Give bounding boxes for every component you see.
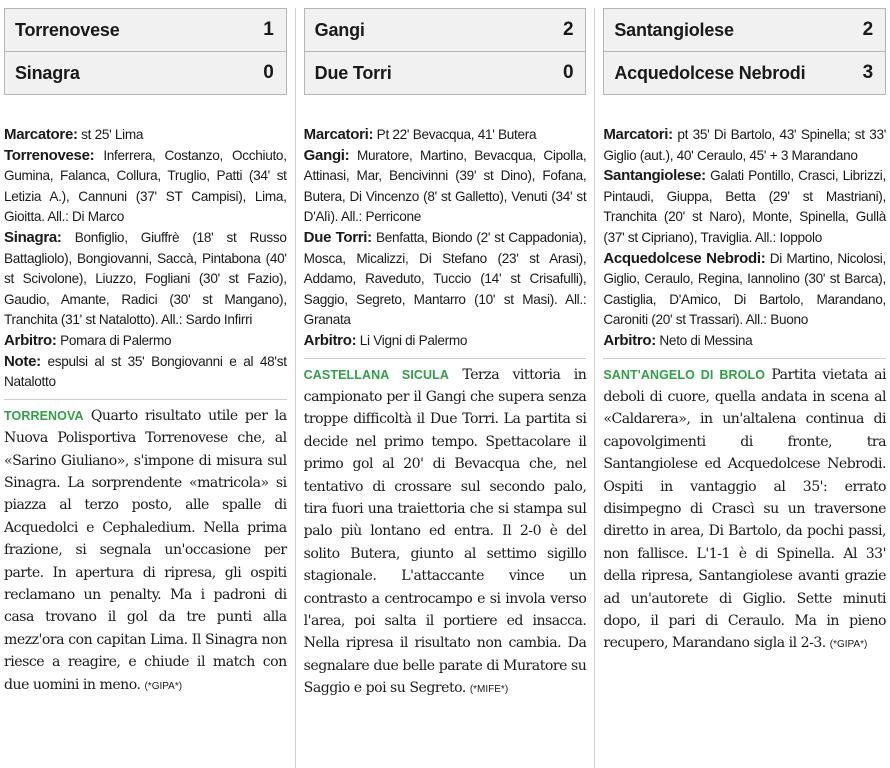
entry-label: Note:	[4, 352, 41, 370]
entry-text: Li Vigni di Palermo	[356, 332, 468, 348]
away-lineup-entry	[4, 228, 287, 331]
entry-text: st 25' Lima	[77, 127, 144, 142]
match-report-card	[304, 125, 587, 352]
away-lineup-entry	[304, 228, 587, 331]
entry-text: Galati Pontillo, Crasci, Librizzi, Pintaudi, Giuppa, Betta (29' st Mastriani), Tranchita (20' st Naro), Monte, Spinella, Gullà (37' st Cipriano), Traviglia. All.: Ioppolo	[603, 168, 887, 245]
home-team-goals: 1	[263, 19, 274, 40]
match-story	[4, 405, 287, 698]
dateline: SANT'ANGELO DI BROLO	[603, 367, 766, 382]
home-team-name: Torrenovese	[15, 19, 120, 40]
referee-entry	[603, 331, 886, 352]
scorers-entry	[304, 125, 587, 146]
dateline: CASTELLANA SICULA	[303, 367, 450, 382]
scorers-entry	[4, 125, 287, 146]
home-team-row	[604, 9, 885, 51]
author-signature: (*MIFE*)	[469, 684, 509, 696]
entry-label: Arbitro:	[303, 331, 357, 349]
entry-text: Bonfiglio, Giuffrè (18' st Russo Battagliolo), Bongiovanni, Saccà, Pintabona (40' st Scivolone), Liuzzo, Fogliani (30' st Fazio), Gaudio, Amante, Radici (30' st Mangano), Tranchita (31' st Natalotto). All.: Sardo Infirri	[4, 229, 287, 328]
away-team-name: Due Torri	[314, 62, 392, 83]
away-team-row	[5, 51, 286, 94]
match-report-card	[4, 125, 287, 393]
story-text: Terza vittoria in campionato per il Gangi che supera senza troppe difficoltà il Due Torri. La partita si decide nel primo tempo. Spettacolare il primo gol al 20' di Bevacqua che, nel tentativo di crossare sul secondo palo, tira fuori una traiettoria che si stampa sul palo più lontano ed entra. Il 2-0 è del solito Butera, giunto al settimo sigillo stagionale. L'attaccante vince un contrasto a centrocampo e si invola verso l'area, poi salta il portiere ed insacca. Nella ripresa il risultato non cambia. Da segnalare due belle parate di Muratore su Saggio e poi su Segreto.	[303, 366, 587, 697]
away-lineup-entry	[603, 249, 886, 331]
home-lineup-entry	[4, 146, 287, 228]
home-team-row	[5, 9, 286, 51]
entry-text: pt 35' Di Bartolo, 43' Spinella; st 33' Giglio (aut.), 40' Ceraulo, 45' + 3 Marandano	[603, 127, 887, 163]
entry-label: Acquedolcese Nebrodi:	[603, 249, 766, 267]
scoreboard	[4, 8, 287, 95]
entry-label: Marcatori:	[303, 126, 374, 143]
entry-label: Marcatori:	[603, 126, 673, 143]
entry-text: Benfatta, Biondo (2' st Cappadonia), Mosca, Micalizzi, Di Stefano (23' st Arasi), Addamo, Raveduto, Tuccio (14' st Crisafulli), Saggio, Segreto, Mantarro (10' st Masi). All.: Granata	[303, 229, 587, 328]
referee-entry	[304, 331, 587, 352]
author-signature: (*GIPA*)	[144, 680, 183, 692]
match-story	[603, 364, 886, 657]
entry-text: Inferrera, Costanzo, Occhiuto, Gumina, Falanca, Collura, Truglio, Patti (34' st Letizia A.), Cannuni (37' ST Campisi), Lima, Gioitta. All.: Di Marco	[4, 147, 287, 225]
entry-label: Due Torri:	[303, 228, 372, 246]
entry-label: Gangi:	[303, 146, 350, 164]
section-divider	[603, 358, 886, 359]
home-lineup-entry	[304, 146, 587, 228]
entry-label: Sinagra:	[4, 228, 62, 246]
away-team-goals: 0	[562, 62, 574, 83]
entry-text: Di Martino, Nicolosi, Giglio, Ceraulo, Regina, Iannolino (30' st Barca), Castiglia, D'Amico, Di Bartolo, Marandano, Caroniti (20' st Trassari). All.: Buono	[603, 250, 887, 328]
home-team-name: Santangiolese	[614, 19, 734, 40]
match-column	[594, 8, 886, 768]
scorers-entry	[603, 125, 886, 166]
home-team-goals: 2	[562, 19, 574, 40]
home-team-name: Gangi	[314, 19, 365, 40]
away-team-row	[305, 51, 586, 94]
author-signature: (*GIPA*)	[829, 639, 868, 651]
entry-label: Santangiolese:	[603, 167, 706, 185]
away-team-name: Acquedolcese Nebrodi	[614, 62, 806, 83]
match-column	[4, 8, 287, 768]
away-team-goals: 3	[862, 62, 874, 83]
scoreboard	[304, 8, 587, 95]
away-team-name: Sinagra	[15, 62, 80, 83]
home-team-row	[305, 9, 586, 51]
entry-text: espulsi al st 35' Bongiovanni e al 48'st Natalotto	[4, 353, 287, 390]
entry-label: Arbitro:	[4, 331, 57, 349]
entry-label: Marcatore:	[4, 126, 78, 143]
away-team-row	[604, 51, 885, 94]
story-text: Partita vietata ai deboli di cuore, quella andata in scena al «Caldarera», in un'altalena continua di capovolgimenti di fronte, tra Santangiolese ed Acquedolcese Nebrodi. Ospiti in vantaggio al 35': errato disimpegno di Crascì su un traversone diretto in area, Di Bartolo, da pochi passi, non fallisce. L'1-1 è di Spinella. Al 33' della ripresa, Santangiolese avanti grazie ad un'autorete di Giglio. Sette minuti dopo, il pari di Ceraulo. Ma in pieno recupero, Marandano sigla il 2-3.	[603, 366, 887, 652]
referee-entry	[4, 331, 287, 352]
home-lineup-entry	[603, 166, 886, 248]
section-divider	[304, 358, 587, 359]
home-team-goals: 2	[862, 19, 874, 40]
section-divider	[4, 399, 287, 400]
match-story	[304, 364, 587, 702]
entry-text: Neto di Messina	[655, 332, 753, 348]
notes-entry	[4, 352, 287, 393]
match-report-card	[603, 125, 886, 352]
dateline: TORRENOVA	[4, 408, 84, 423]
entry-label: Torrenovese:	[4, 146, 95, 164]
entry-text: Muratore, Martino, Bevacqua, Cipolla, Attinasi, Mar, Bencivinni (39' st Dino), Fofana, Butera, Di Vincenzo (8' st Galletto), Venuti (34' st D'Alì). All.: Perricone	[303, 147, 587, 225]
away-team-goals: 0	[263, 62, 274, 83]
entry-text: Pomara di Palermo	[56, 332, 172, 348]
entry-label: Arbitro:	[603, 331, 656, 349]
scoreboard	[603, 8, 886, 95]
entry-text: Pt 22' Bevacqua, 41' Butera	[373, 127, 537, 142]
match-column	[295, 8, 587, 768]
story-text: Quarto risultato utile per la Nuova Polisportiva Torrenovese che, al «Sarino Giuliano», s'impone di misura sul Sinagra. La sorprendente «matricola» si piazza al terzo posto, alle spalle di Acquedolci e Cephaledium. Nella prima frazione, si segnala un'occasione per parte. In apertura di ripresa, gli ospiti reclamano un penalty. Ma i padroni di casa trovano il gol da tre punti alla mezz'ora con capitan Lima. Il Sinagra non riesce a reagire, e chiude il match con due uomini in meno.	[4, 407, 287, 693]
